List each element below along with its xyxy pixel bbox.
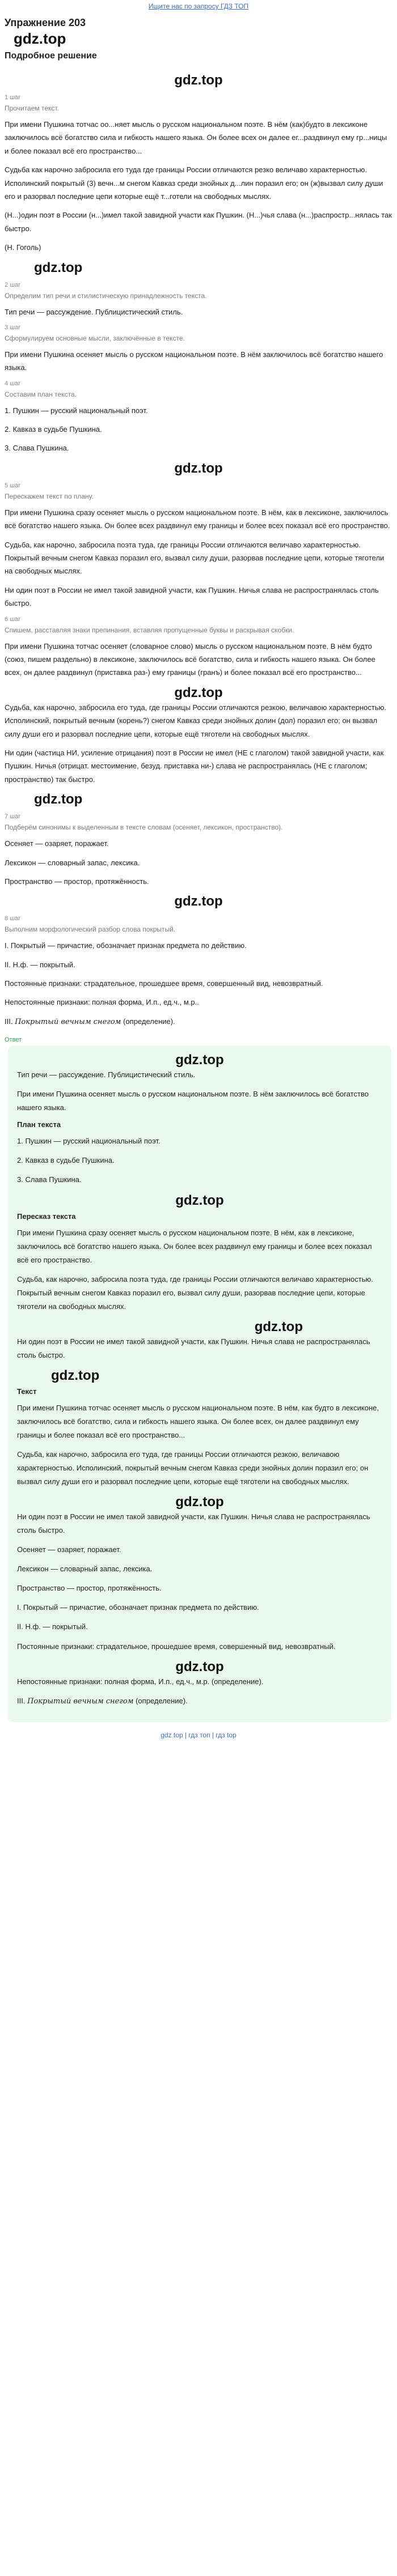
- watermark: gdz.top: [254, 1319, 303, 1334]
- watermark: gdz.top: [175, 1659, 224, 1674]
- watermark: gdz.top: [174, 73, 223, 88]
- answer-label: Ответ: [5, 1036, 22, 1044]
- plan-item: 3. Слава Пушкина.: [5, 444, 69, 453]
- synonym-item: Осеняет — озаряет, поражает.: [5, 839, 109, 848]
- exercise-title: Упражнение 203: [5, 17, 86, 28]
- phrase-tail: (определение).: [136, 1696, 188, 1705]
- paragraph: Судьба, как нарочно, забросила поэта туда, где границы России отличаются величаво характерностью. Покрытый вечным снегом Кавказ поразил его, вызвал силу души, разорвав последние цепи, которые тяготели на свободных мыслях.: [17, 1274, 373, 1311]
- step-label: 4 шаг: [5, 380, 21, 387]
- step-2: [5, 282, 392, 318]
- watermark: gdz.top: [175, 1052, 224, 1068]
- morph-item-iii: [5, 1015, 392, 1028]
- paragraph: (Н. Гоголь): [5, 243, 41, 252]
- step-description: Определим тип речи и стилистическую принадлежность текста.: [5, 291, 207, 300]
- plan-item: 2. Кавказ в судьбе Пушкина.: [5, 425, 102, 434]
- step-description: Прочитаем текст.: [5, 104, 59, 112]
- paragraph: При имени Пушкина тотчас осеняет (словарное слово) мысль о русском национальном поэте. В нём будто (союз, пишем раздельно) в лексиконе, заключилось всё богатство, сила и гибкость нашего языка. Он более всех, он далее раздвинул (приставка раз-) ему границы (гранъ) и более показал всё его пространство...: [5, 641, 375, 677]
- step-label: 8 шаг: [5, 915, 21, 923]
- synonym-item: Лексикон — словарный запас, лексика.: [5, 858, 140, 867]
- watermark: gdz.top: [174, 460, 223, 476]
- step-description: Составим план текста.: [5, 390, 77, 398]
- synonym-item: Пространство — простор, протяжённость.: [5, 877, 149, 886]
- morph-item-iii: [17, 1694, 382, 1708]
- synonym-item: Осеняет — озаряет, поражает.: [17, 1545, 121, 1554]
- retell-heading: Пересказ текста: [17, 1212, 76, 1221]
- roman-numeral: III.: [5, 1017, 13, 1026]
- paragraph: При имени Пушкина осеняет мысль о русском национальном поэте. В нём заключилось всё богатство нашего языка.: [17, 1090, 369, 1112]
- paragraph: Тип речи — рассуждение. Публицистический стиль.: [5, 307, 183, 316]
- plan-heading: План текста: [17, 1120, 61, 1129]
- plan-item: 3. Слава Пушкина.: [17, 1175, 82, 1184]
- step-1: [5, 94, 392, 254]
- step-description: Подберём синонимы к выделенным в тексте словам (осеняет, лексикон, пространство).: [5, 823, 283, 832]
- synonym-item: Пространство — простор, протяжённость.: [17, 1584, 162, 1593]
- step-label: 5 шаг: [5, 482, 21, 489]
- text-heading: Текст: [17, 1387, 37, 1396]
- step-description: Выполним морфологический разбор слова покрытый.: [5, 925, 176, 934]
- paragraph: При имени Пушкина осеняет мысль о русском национальном поэте. В нём заключилось всё богатство нашего языка.: [5, 350, 383, 372]
- roman-numeral: III.: [17, 1696, 26, 1705]
- paragraph: Ни один (частица НИ, усиление отрицания) поэт в России не имел (НЕ с глаголом) такой завидной участи, как Пушкин. Ничья (отрицат. местоимение, безуд. приставка ни-) слава не распространялась (НЕ с глаголом; пространство) так быстро.: [5, 748, 384, 784]
- step-7: [5, 813, 392, 888]
- step-4: [5, 380, 392, 455]
- paragraph: Тип речи — рассуждение. Публицистический стиль.: [17, 1070, 196, 1079]
- morph-item: Непостоянные признаки: полная форма, И.п., ед.ч., м.р..: [5, 998, 199, 1007]
- answer-box: [8, 1045, 391, 1721]
- paragraph: Судьба, как нарочно, забросила его туда, где границы России отличаются резкою, величавою характерностью. Исполинский, покрытый вечным снегом Кавказ среди знойных долин поразил его; он вызвал силу души его и разорвал последние цепи, которые ещё тяготели на свободных мыслях.: [17, 1450, 369, 1486]
- paragraph: Судьба, как нарочно, забросила его туда, где границы России отличаются резкою, величавою характерностью. Исполинский, покрытый вечным (корень?) снегом Кавказ среди знойных долин (дол) поразил его; он вызвал силу души его и разорвал последние цепи, которые ещё тяготели на свободных мыслях.: [5, 703, 386, 738]
- paragraph: Ни один поэт в России не имел такой завидной участи, как Пушкин. Ничья слава не распространялась столь быстро.: [5, 585, 379, 608]
- search-link[interactable]: Ищите нас по запросу ГДЗ ТОП: [148, 2, 249, 10]
- watermark: gdz.top: [175, 1192, 224, 1208]
- step-3: [5, 324, 392, 375]
- solution-title: Подробное решение: [5, 51, 97, 61]
- plan-item: 2. Кавказ в судьбе Пушкина.: [17, 1156, 115, 1165]
- step-label: 7 шаг: [5, 813, 21, 821]
- step-5: [5, 482, 392, 610]
- paragraph: Судьба, как нарочно, забросила поэта туда, где границы России отличаются величаво характерностью. Покрытый вечным снегом Кавказ поразил его, вызвал силу души, разорвав последние цепи, которые тяготели на свободных мыслях.: [5, 540, 385, 576]
- cursive-phrase: Покрытый вечным снегом: [27, 1697, 134, 1706]
- cursive-phrase: Покрытый вечным снегом: [15, 1017, 121, 1026]
- morph-item: Непостоянные признаки: полная форма, И.п., ед.ч., м.р. (определение).: [17, 1677, 264, 1686]
- watermark: gdz.top: [51, 1367, 100, 1383]
- brand-logo: gdz.top: [14, 30, 66, 47]
- morph-item: I. Покрытый — причастие, обозначает признак предмета по действию.: [17, 1603, 259, 1612]
- step-description: Спишем, расставляя знаки препинания, вставляя пропущенные буквы и раскрывая скобки.: [5, 626, 294, 634]
- watermark: gdz.top: [174, 894, 223, 909]
- morph-item: Постоянные признаки: страдательное, прошедшее время, совершенный вид, невозвратный.: [5, 979, 323, 988]
- step-description: Сформулируем основные мысли, заключённые в тексте.: [5, 334, 185, 342]
- paragraph: Ни один поэт в России не имел такой завидной участи, как Пушкин. Ничья слава не распространялась столь быстро.: [17, 1512, 370, 1535]
- plan-item: 1. Пушкин — русский национальный поэт.: [17, 1137, 161, 1146]
- paragraph: При имени Пушкина тотчас осеняет мысль о русском национальном поэте. В нём, как будто в лексиконе, заключилось всё богатство, сила и гибкость нашего языка. Он более всех, он далее раздвинул ему границы и более показал всё его пространство...: [17, 1403, 379, 1439]
- paragraph: При имени Пушкина сразу осеняет мысль о русском национальном поэте. В нём, как в лексиконе, заключилось всё богатство нашего языка. Он более всех раздвинул ему границы и более всех показал всё его пространство.: [5, 508, 390, 530]
- paragraph: Ни один поэт в России не имел такой завидной участи, как Пушкин. Ничья слава не распространялась столь быстро.: [17, 1337, 370, 1359]
- morph-item: I. Покрытый — причастие, обозначает признак предмета по действию.: [5, 941, 247, 950]
- step-6: [5, 616, 392, 787]
- step-label: 1 шаг: [5, 94, 21, 101]
- watermark: gdz.top: [174, 685, 223, 700]
- paragraph: При имени Пушкина сразу осеняет мысль о русском национальном поэте. В нём, как в лексиконе, заключилось всё богатство нашего языка. Он более всех раздвинул ему границы и более всех показал всё его пространство.: [17, 1228, 372, 1264]
- watermark: gdz.top: [34, 260, 83, 275]
- paragraph: При имени Пушкина тотчас оо...няет мысль о русском национальном поэте. В нём (как)будто в лексиконе заключилось всё богатство сила и гибкость нашего языка. Он более всех он далее ег...раздвинул ему гр...ницы и более показал всё его пространство...: [5, 120, 387, 155]
- step-8: [5, 915, 392, 1028]
- step-description: Перескажем текст по плану.: [5, 492, 94, 500]
- paragraph: Судьба как нарочно забросила его туда где границы России отличаются резко величаво характерностью. Исполинский покрытый (3) вечн...м снегом Кавказ среди знойных д...лин поразил его; он (ж)вызвал силу души его и разорвал последние цепи которые ещё т...готели на свободных мыслях.: [5, 165, 383, 201]
- synonym-item: Лексикон — словарный запас, лексика.: [17, 1565, 153, 1574]
- plan-item: 1. Пушкин — русский национальный поэт.: [5, 406, 148, 415]
- footer-links[interactable]: gdz top | гдз топ | гдз top: [161, 1731, 236, 1739]
- step-label: 3 шаг: [5, 324, 21, 331]
- phrase-tail: (определение).: [123, 1017, 175, 1026]
- watermark: gdz.top: [34, 792, 83, 807]
- morph-item: II. Н.ф. — покрытый.: [5, 960, 75, 969]
- paragraph: (Н...)один поэт в России (н...)имел такой завидной участи как Пушкин. (Н...)чья слава (н...)распростр...нялась так быстро.: [5, 211, 392, 233]
- morph-item: II. Н.ф. — покрытый.: [17, 1622, 88, 1631]
- morph-item: Постоянные признаки: страдательное, прошедшее время, совершенный вид, невозвратный.: [17, 1642, 336, 1651]
- step-label: 6 шаг: [5, 615, 21, 623]
- step-label: 2 шаг: [5, 281, 21, 288]
- watermark: gdz.top: [175, 1494, 224, 1510]
